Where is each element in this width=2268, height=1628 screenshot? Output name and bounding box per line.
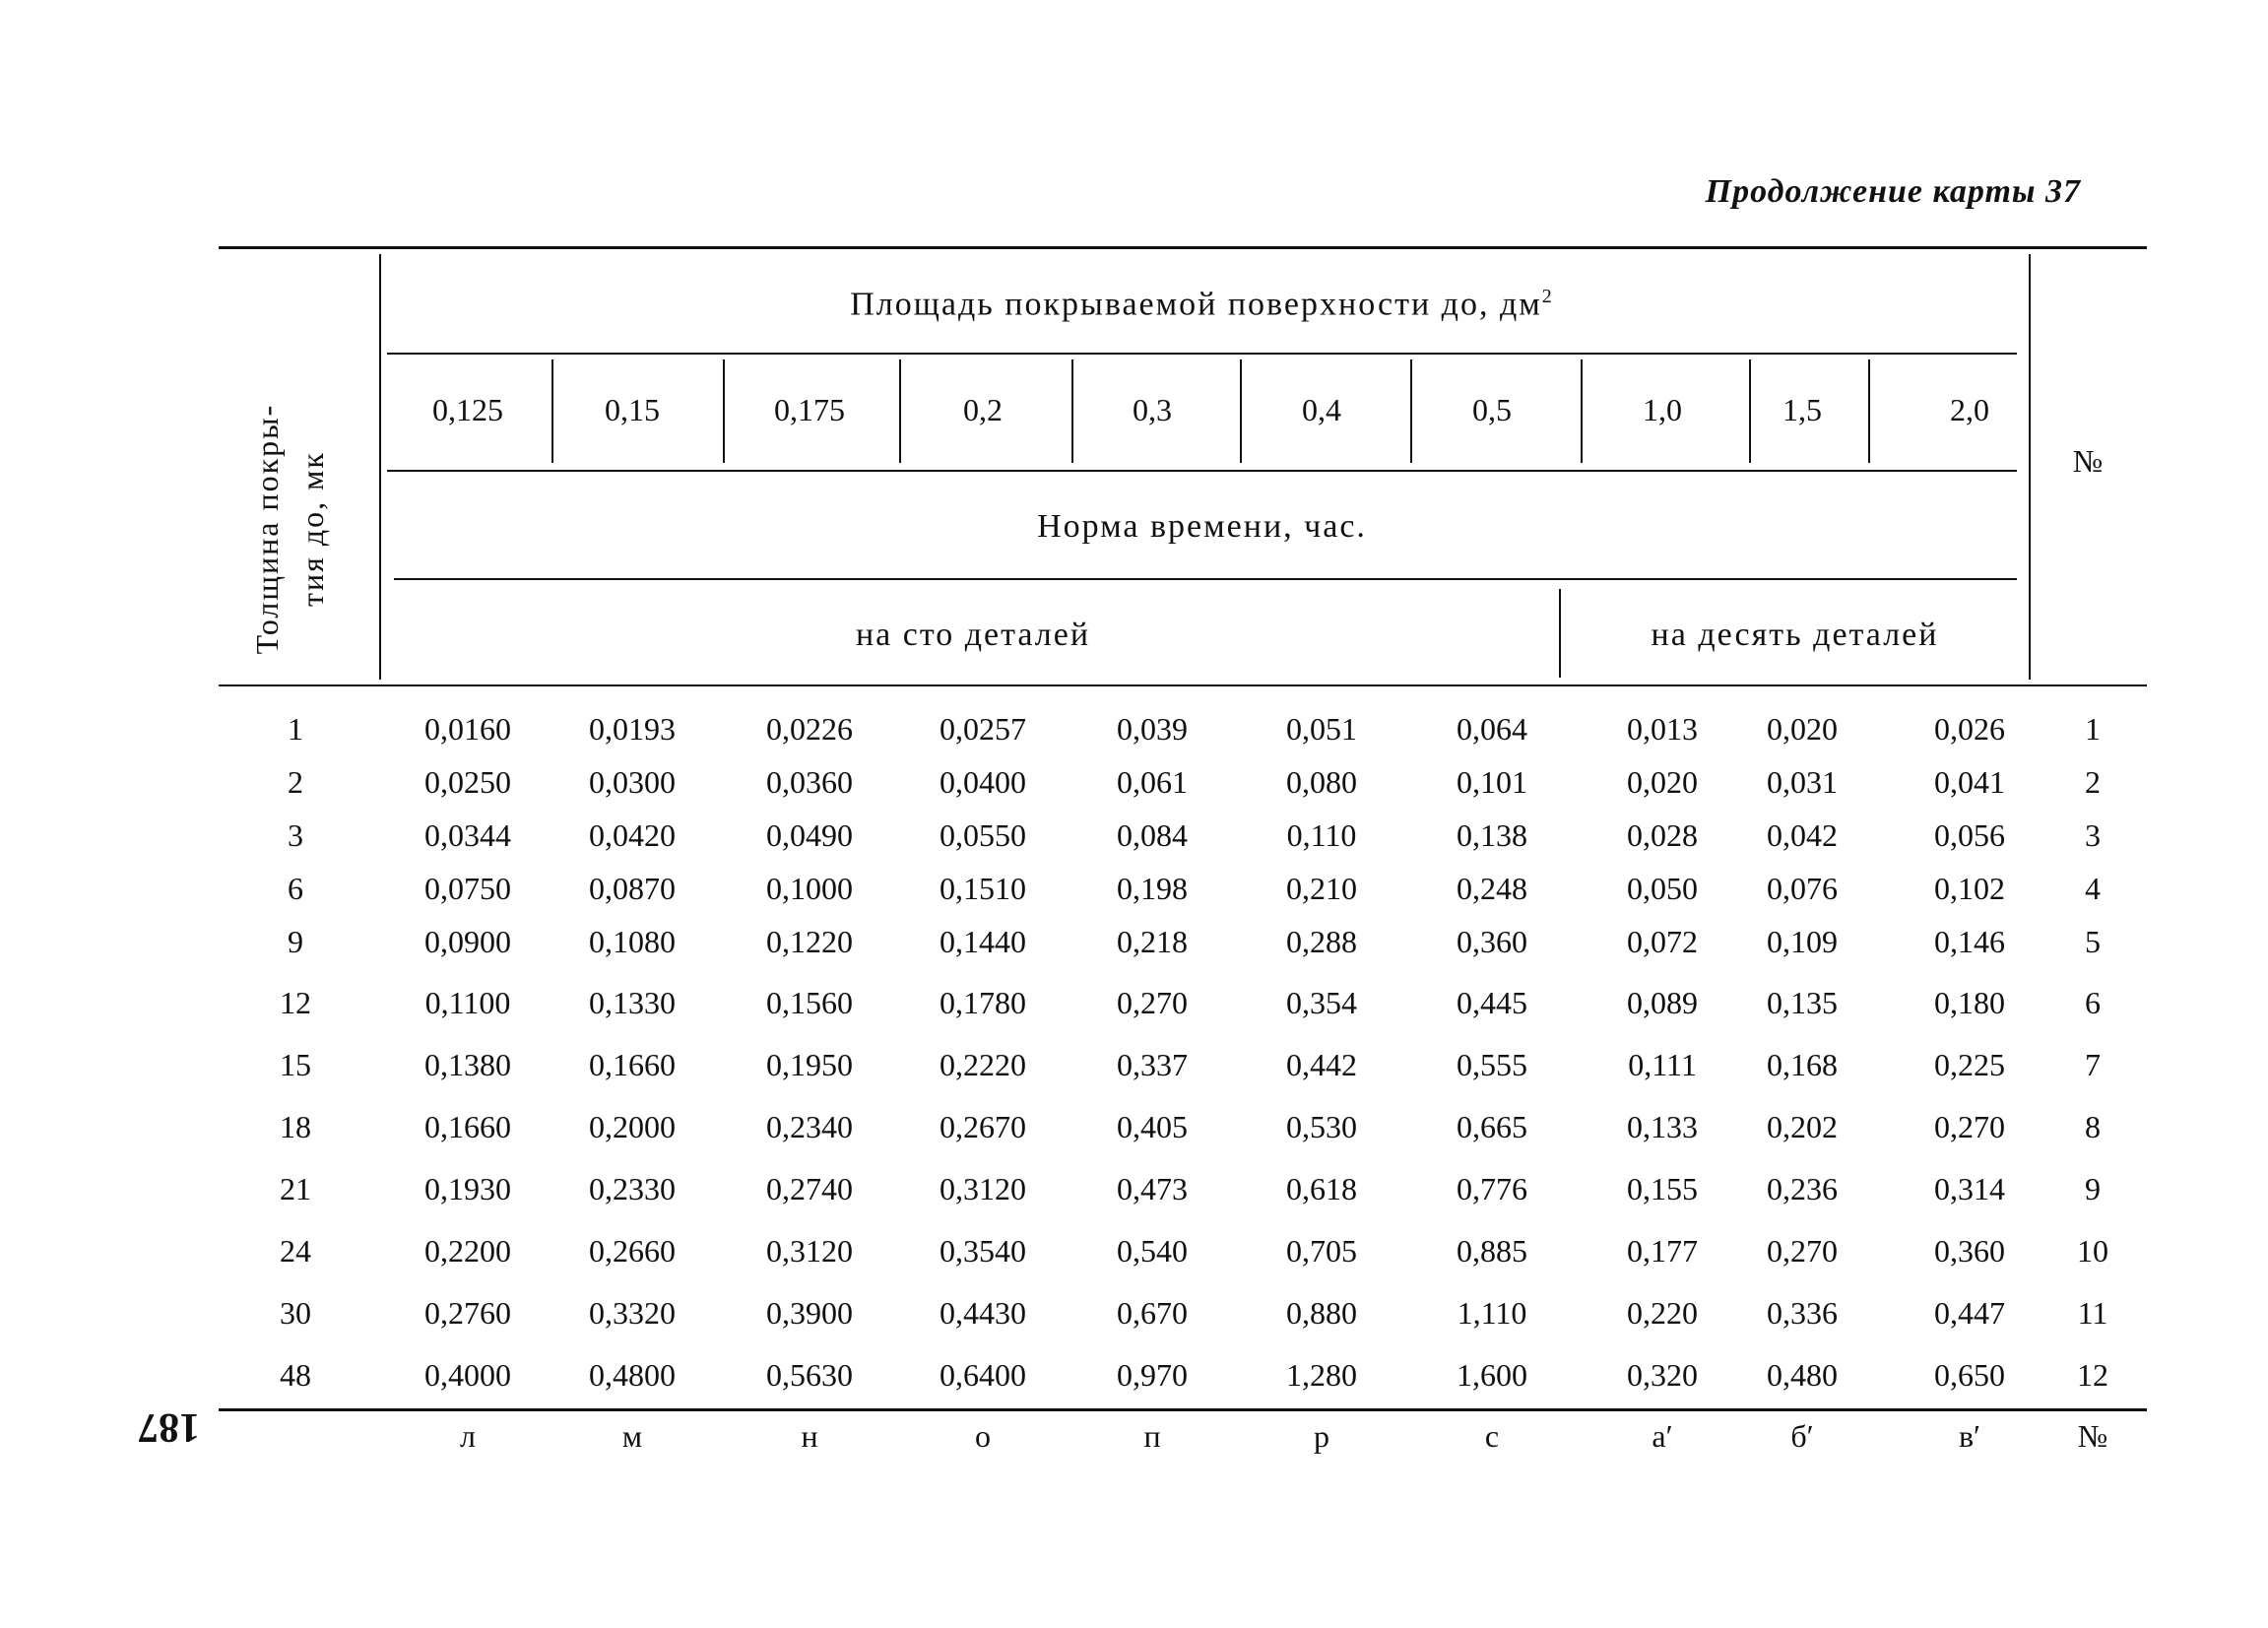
col-divider xyxy=(899,359,901,463)
value-cell: 0,0420 xyxy=(589,817,676,853)
value-cell: 0,076 xyxy=(1767,871,1838,906)
value-cell: 0,146 xyxy=(1934,924,2005,959)
value-cell: 1,280 xyxy=(1286,1357,1357,1393)
value-cell: 0,4800 xyxy=(589,1357,676,1393)
thickness-cell: 18 xyxy=(280,1109,311,1144)
value-cell: 0,0490 xyxy=(766,817,853,853)
value-cell: 0,360 xyxy=(1457,924,1527,959)
thickness-cell: 21 xyxy=(280,1171,311,1206)
value-cell: 1,600 xyxy=(1457,1357,1527,1393)
value-cell: 0,1220 xyxy=(766,924,853,959)
value-cell: 0,177 xyxy=(1627,1233,1698,1269)
column-letter: в′ xyxy=(1958,1418,1981,1454)
value-cell: 0,665 xyxy=(1457,1109,1527,1144)
per-ten-label: на десять деталей xyxy=(1651,617,1939,653)
value-cell: 0,051 xyxy=(1286,711,1357,747)
value-cell: 0,473 xyxy=(1117,1171,1188,1206)
row-number-cell: 6 xyxy=(2085,985,2101,1020)
value-cell: 0,0550 xyxy=(940,817,1026,853)
value-cell: 0,270 xyxy=(1117,985,1188,1020)
value-cell: 0,320 xyxy=(1627,1357,1698,1393)
area-value: 0,2 xyxy=(963,392,1003,427)
value-cell: 0,0750 xyxy=(424,871,511,906)
value-cell: 0,3120 xyxy=(766,1233,853,1269)
value-cell: 0,2670 xyxy=(940,1109,1026,1144)
area-value: 1,5 xyxy=(1782,392,1822,427)
value-cell: 0,050 xyxy=(1627,871,1698,906)
value-cell: 0,248 xyxy=(1457,871,1527,906)
value-cell: 0,0344 xyxy=(424,817,511,853)
number-header: № xyxy=(2072,443,2104,479)
value-cell: 0,1780 xyxy=(940,985,1026,1020)
area-title-rule xyxy=(387,353,2017,355)
value-cell: 0,776 xyxy=(1457,1171,1527,1206)
value-cell: 0,2760 xyxy=(424,1295,511,1331)
continuation-title: Продолжение карты 37 xyxy=(1705,173,2081,210)
row-number-cell: 8 xyxy=(2085,1109,2101,1144)
value-cell: 0,2220 xyxy=(940,1047,1026,1082)
value-cell: 0,210 xyxy=(1286,871,1357,906)
value-cell: 0,0160 xyxy=(424,711,511,747)
value-cell: 0,061 xyxy=(1117,764,1188,800)
value-cell: 0,1100 xyxy=(424,985,511,1020)
value-cell: 0,138 xyxy=(1457,817,1527,853)
value-cell: 0,447 xyxy=(1934,1295,2005,1331)
value-cell: 0,442 xyxy=(1286,1047,1357,1082)
value-cell: 0,101 xyxy=(1457,764,1527,800)
value-cell: 0,109 xyxy=(1767,924,1838,959)
value-cell: 0,405 xyxy=(1117,1109,1188,1144)
value-cell: 0,0226 xyxy=(766,711,853,747)
value-cell: 0,180 xyxy=(1934,985,2005,1020)
value-cell: 0,0360 xyxy=(766,764,853,800)
norm-title: Норма времени, час. xyxy=(1037,508,1367,545)
area-value: 0,4 xyxy=(1302,392,1341,427)
row-number-cell: 7 xyxy=(2085,1047,2101,1082)
header-right-border xyxy=(2029,254,2031,680)
row-number-cell: 5 xyxy=(2085,924,2101,959)
column-letter: а′ xyxy=(1652,1418,1673,1454)
value-cell: 0,236 xyxy=(1767,1171,1838,1206)
value-cell: 0,1930 xyxy=(424,1171,511,1206)
value-cell: 0,0870 xyxy=(589,871,676,906)
value-cell: 0,1330 xyxy=(589,985,676,1020)
value-cell: 0,089 xyxy=(1627,985,1698,1020)
value-cell: 0,4000 xyxy=(424,1357,511,1393)
value-cell: 0,314 xyxy=(1934,1171,2005,1206)
row-number-cell: 2 xyxy=(2085,764,2101,800)
row-number-cell: 10 xyxy=(2077,1233,2108,1269)
value-cell: 0,0257 xyxy=(940,711,1026,747)
value-cell: 0,225 xyxy=(1934,1047,2005,1082)
row-number-cell: 1 xyxy=(2085,711,2101,747)
thickness-cell: 12 xyxy=(280,985,311,1020)
value-cell: 0,0300 xyxy=(589,764,676,800)
area-value: 0,3 xyxy=(1133,392,1172,427)
thickness-cell: 30 xyxy=(280,1295,311,1331)
area-value: 1,0 xyxy=(1643,392,1682,427)
value-cell: 0,020 xyxy=(1767,711,1838,747)
thickness-cell: 2 xyxy=(288,764,303,800)
value-cell: 0,445 xyxy=(1457,985,1527,1020)
column-letter: с xyxy=(1484,1418,1500,1454)
value-cell: 0,1440 xyxy=(940,924,1026,959)
value-cell: 0,013 xyxy=(1627,711,1698,747)
value-cell: 0,1000 xyxy=(766,871,853,906)
value-cell: 0,2740 xyxy=(766,1171,853,1206)
value-cell: 0,885 xyxy=(1457,1233,1527,1269)
area-values-rule xyxy=(387,470,2017,472)
value-cell: 0,0900 xyxy=(424,924,511,959)
col-divider xyxy=(1581,359,1583,463)
column-letter: л xyxy=(460,1418,476,1454)
norm-rule xyxy=(394,578,2017,580)
top-rule xyxy=(219,246,2147,249)
value-cell: 0,618 xyxy=(1286,1171,1357,1206)
value-cell: 0,270 xyxy=(1934,1109,2005,1144)
row-number-cell: 4 xyxy=(2085,871,2101,906)
value-cell: 0,1510 xyxy=(940,871,1026,906)
value-cell: 0,031 xyxy=(1767,764,1838,800)
footer-number-label: № xyxy=(2077,1418,2108,1454)
value-cell: 0,080 xyxy=(1286,764,1357,800)
value-cell: 0,3540 xyxy=(940,1233,1026,1269)
page-number: 187 xyxy=(138,1404,200,1450)
value-cell: 0,354 xyxy=(1286,985,1357,1020)
thickness-cell: 1 xyxy=(288,711,303,747)
value-cell: 0,1380 xyxy=(424,1047,511,1082)
column-letter: н xyxy=(801,1418,818,1454)
column-letter: м xyxy=(621,1418,643,1454)
value-cell: 0,880 xyxy=(1286,1295,1357,1331)
value-cell: 0,650 xyxy=(1934,1357,2005,1393)
value-cell: 0,4430 xyxy=(940,1295,1026,1331)
per-hundred-label: на сто деталей xyxy=(855,617,1091,653)
value-cell: 0,705 xyxy=(1286,1233,1357,1269)
value-cell: 0,110 xyxy=(1286,817,1357,853)
value-cell: 0,6400 xyxy=(940,1357,1026,1393)
value-cell: 0,0400 xyxy=(940,764,1026,800)
thickness-cell: 15 xyxy=(280,1047,311,1082)
value-cell: 0,111 xyxy=(1628,1047,1697,1082)
value-cell: 0,026 xyxy=(1934,711,2005,747)
value-cell: 0,2200 xyxy=(424,1233,511,1269)
value-cell: 0,2340 xyxy=(766,1109,853,1144)
row-number-cell: 3 xyxy=(2085,817,2101,853)
value-cell: 0,084 xyxy=(1117,817,1188,853)
value-cell: 0,020 xyxy=(1627,764,1698,800)
row-number-cell: 9 xyxy=(2085,1171,2101,1206)
column-letter: р xyxy=(1314,1418,1329,1454)
value-cell: 0,270 xyxy=(1767,1233,1838,1269)
value-cell: 0,198 xyxy=(1117,871,1188,906)
value-cell: 0,540 xyxy=(1117,1233,1188,1269)
value-cell: 0,0250 xyxy=(424,764,511,800)
value-cell: 0,039 xyxy=(1117,711,1188,747)
value-cell: 0,2330 xyxy=(589,1171,676,1206)
value-cell: 0,5630 xyxy=(766,1357,853,1393)
value-cell: 0,220 xyxy=(1627,1295,1698,1331)
value-cell: 0,1560 xyxy=(766,985,853,1020)
col-divider xyxy=(723,359,725,463)
thickness-cell: 24 xyxy=(280,1233,311,1269)
area-value: 0,5 xyxy=(1472,392,1512,427)
area-value: 0,15 xyxy=(605,392,660,427)
value-cell: 0,1660 xyxy=(589,1047,676,1082)
column-letter: б′ xyxy=(1790,1418,1814,1454)
value-cell: 0,1660 xyxy=(424,1109,511,1144)
value-cell: 0,3120 xyxy=(940,1171,1026,1206)
value-cell: 0,670 xyxy=(1117,1295,1188,1331)
body-bottom-rule xyxy=(219,1408,2147,1411)
header-bottom-rule xyxy=(219,684,2147,686)
value-cell: 0,970 xyxy=(1117,1357,1188,1393)
value-cell: 0,102 xyxy=(1934,871,2005,906)
header-left-border xyxy=(379,254,381,680)
value-cell: 0,1950 xyxy=(766,1047,853,1082)
col-divider xyxy=(1410,359,1412,463)
area-value: 0,125 xyxy=(432,392,503,427)
value-cell: 0,155 xyxy=(1627,1171,1698,1206)
row-number-cell: 11 xyxy=(2077,1295,2108,1331)
value-cell: 0,3900 xyxy=(766,1295,853,1331)
value-cell: 0,064 xyxy=(1457,711,1527,747)
value-cell: 0,168 xyxy=(1767,1047,1838,1082)
thickness-cell: 48 xyxy=(280,1357,311,1393)
area-value: 2,0 xyxy=(1950,392,1989,427)
value-cell: 0,530 xyxy=(1286,1109,1357,1144)
thickness-cell: 6 xyxy=(288,871,303,906)
value-cell: 0,555 xyxy=(1457,1047,1527,1082)
value-cell: 0,133 xyxy=(1627,1109,1698,1144)
value-cell: 0,336 xyxy=(1767,1295,1838,1331)
value-cell: 0,1080 xyxy=(589,924,676,959)
area-title: Площадь покрываемой поверхности до, $дм^2$ xyxy=(850,286,1554,323)
value-cell: 0,218 xyxy=(1117,924,1188,959)
value-cell: 0,480 xyxy=(1767,1357,1838,1393)
value-cell: 0,360 xyxy=(1934,1233,2005,1269)
value-cell: 0,202 xyxy=(1767,1109,1838,1144)
value-cell: 0,337 xyxy=(1117,1047,1188,1082)
thickness-cell: 9 xyxy=(288,924,303,959)
value-cell: 0,2660 xyxy=(589,1233,676,1269)
value-cell: 0,056 xyxy=(1934,817,2005,853)
value-cell: 0,028 xyxy=(1627,817,1698,853)
value-cell: 0,072 xyxy=(1627,924,1698,959)
value-cell: 0,041 xyxy=(1934,764,2005,800)
column-letter: п xyxy=(1143,1418,1161,1454)
area-value: 0,175 xyxy=(774,392,845,427)
value-cell: 1,110 xyxy=(1457,1295,1527,1331)
thickness-cell: 3 xyxy=(288,817,303,853)
value-cell: 0,3320 xyxy=(589,1295,676,1331)
value-cell: 0,135 xyxy=(1767,985,1838,1020)
col-divider xyxy=(1240,359,1242,463)
thickness-header: Толщина покры-тия до, мк xyxy=(249,403,330,655)
column-letter: о xyxy=(975,1418,991,1454)
value-cell: 0,0193 xyxy=(589,711,676,747)
row-number-cell: 12 xyxy=(2077,1357,2108,1393)
value-cell: 0,288 xyxy=(1286,924,1357,959)
value-cell: 0,2000 xyxy=(589,1109,676,1144)
value-cell: 0,042 xyxy=(1767,817,1838,853)
